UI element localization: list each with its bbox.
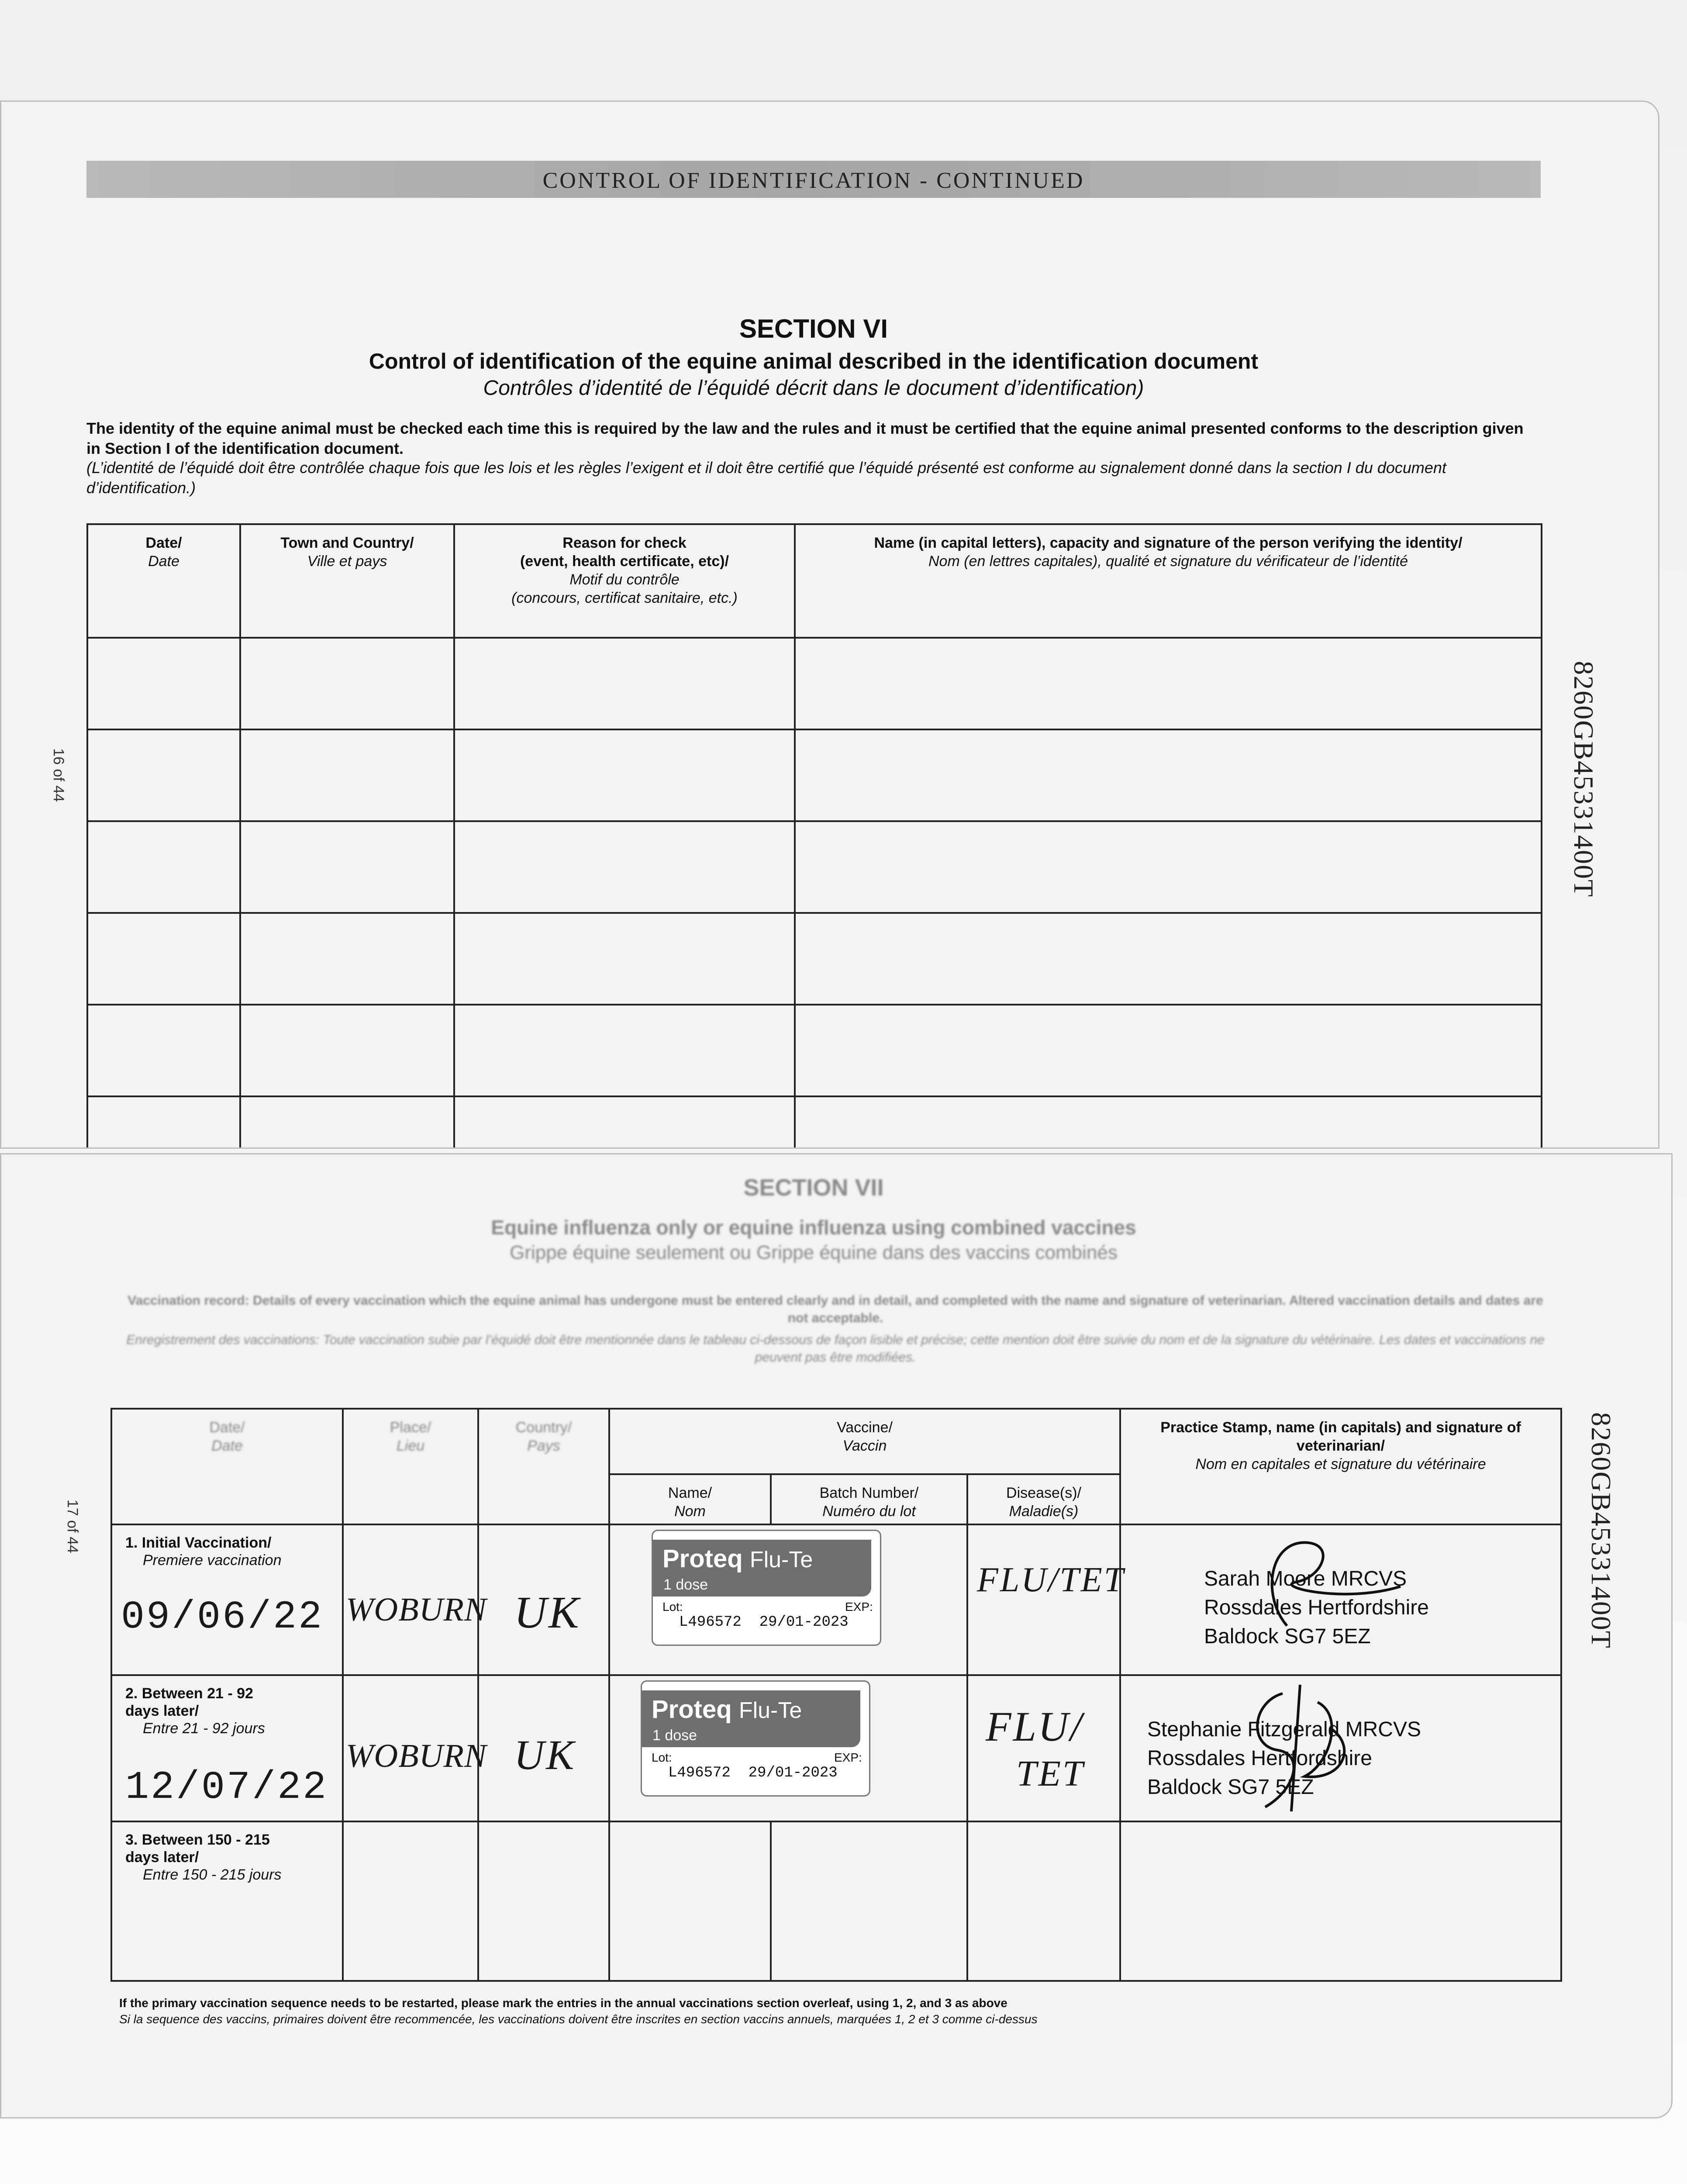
handwritten-country: UK — [514, 1587, 581, 1638]
handwritten-country: UK — [514, 1731, 576, 1778]
handwritten-date: 09/06/22 — [121, 1595, 324, 1640]
date-cell[interactable] — [111, 1524, 343, 1675]
country-cell[interactable] — [478, 1524, 609, 1675]
intro-text-en: The identity of the equine animal must be checked each time this is required by the law and the rules and it must be certified that the equine animal presented conforms to the description given in Section I of the identification document. — [86, 419, 1524, 457]
serial-number: 8260GB45331400T — [1586, 1412, 1617, 1649]
disease-cell[interactable] — [967, 1821, 1120, 1981]
column-header-practice-stamp: Practice Stamp, name (in capitals) and signature of veterinarian/ Nom en capitales et signature du vétérinaire — [1120, 1409, 1561, 1524]
lot-number: L496572 — [679, 1614, 742, 1631]
table-row — [87, 913, 1542, 1005]
table-cell[interactable] — [454, 1096, 795, 1149]
vaccine-brand: Proteq — [662, 1545, 743, 1573]
column-header-date: Date/ Date — [87, 524, 240, 638]
handwritten-place: WOBURN — [346, 1738, 487, 1774]
table-cell[interactable] — [240, 821, 454, 913]
footnote-en: If the primary vaccination sequence needs to be restarted, please mark the entries in the annual vaccinations section overleaf, using 1, 2, and 3 as above — [119, 1996, 1007, 2010]
place-cell[interactable] — [343, 1821, 478, 1981]
column-header-verifier: Name (in capital letters), capacity and signature of the person verifying the identity/ Nom (en lettres capitales), qualité et signature du vérificateur de l’identité — [795, 524, 1542, 638]
table-cell[interactable] — [87, 638, 240, 729]
table-row — [87, 1096, 1542, 1149]
table-cell[interactable] — [240, 638, 454, 729]
table-cell[interactable] — [454, 638, 795, 729]
table-cell[interactable] — [240, 1096, 454, 1149]
table-cell[interactable] — [87, 1096, 240, 1149]
country-cell[interactable] — [478, 1675, 609, 1821]
vaccine-name-cell[interactable] — [609, 1821, 771, 1981]
exp-label: EXP: — [834, 1751, 862, 1764]
table-row — [87, 821, 1542, 913]
table-cell[interactable] — [795, 913, 1542, 1005]
page-number: 17 of 44 — [64, 1500, 81, 1553]
vaccination-table — [110, 1408, 1562, 1982]
column-header-date: Date/ Date — [111, 1409, 343, 1524]
practice-address: Baldock SG7 5EZ — [1204, 1625, 1371, 1648]
row-label: 3. Between 150 - 215 days later/ — [125, 1832, 270, 1866]
vaccine-sticker — [641, 1680, 870, 1797]
table-cell[interactable] — [454, 913, 795, 1005]
table-cell[interactable] — [87, 821, 240, 913]
expiry-date: 29/01-2023 — [748, 1765, 838, 1781]
column-header-place: Place/ Lieu — [343, 1409, 478, 1524]
practice-stamp-cell[interactable] — [1120, 1524, 1561, 1675]
date-cell[interactable] — [111, 1821, 343, 1981]
intro-text-en: Vaccination record: Details of every vaccination which the equine animal has undergone must be entered clearly and in detail, and completed with the name and signature of veterinarian. Altered vaccination details and dates are not acceptable. — [128, 1293, 1543, 1325]
table-cell[interactable] — [454, 821, 795, 913]
table-cell[interactable] — [87, 729, 240, 821]
page-title-en: Equine influenza only or equine influenza using combined vaccines — [491, 1216, 1136, 1239]
lot-label: Lot: — [662, 1600, 683, 1614]
row-label-fr: Entre 21 - 92 jours — [143, 1720, 265, 1737]
table-cell[interactable] — [795, 638, 1542, 729]
vaccination-row-initial — [111, 1524, 1561, 1675]
batch-number-cell[interactable] — [771, 1821, 967, 1981]
handwritten-disease-line1: FLU/ — [986, 1703, 1084, 1750]
page-title-fr: Grippe équine seulement ou Grippe équine dans des vaccins combinés — [510, 1242, 1118, 1263]
table-cell[interactable] — [87, 1005, 240, 1096]
serial-number: 8260GB45331400T — [1568, 661, 1599, 898]
vaccine-dose: 1 dose — [663, 1576, 708, 1593]
passport-page-17 — [0, 1153, 1673, 2118]
column-header-vaccine: Vaccine/ Vaccin — [609, 1409, 1120, 1474]
table-cell[interactable] — [240, 729, 454, 821]
place-cell[interactable] — [343, 1675, 487, 1821]
column-header-reason: Reason for check (event, health certificate, etc)/ Motif du contrôle (concours, certificat sanitaire, etc.) — [454, 524, 795, 638]
section-header-bar: CONTROL OF IDENTIFICATION - CONTINUED — [86, 161, 1541, 198]
row-label-fr: Premiere vaccination — [143, 1552, 282, 1569]
vet-name: Stephanie Fitzgerald MRCVS — [1147, 1718, 1421, 1741]
table-row — [87, 729, 1542, 821]
page-number: 16 of 44 — [50, 748, 67, 802]
date-cell[interactable] — [111, 1675, 343, 1821]
table-cell[interactable] — [795, 821, 1542, 913]
vaccine-sticker — [652, 1530, 881, 1646]
expiry-date: 29/01-2023 — [759, 1614, 849, 1631]
column-header-country: Country/ Pays — [478, 1409, 609, 1524]
country-cell[interactable] — [478, 1821, 609, 1981]
row-label: 2. Between 21 - 92 days later/ — [125, 1685, 253, 1719]
vaccine-label-cell[interactable] — [609, 1524, 967, 1675]
page-title-en: Control of identification of the equine animal described in the identification document — [369, 349, 1259, 373]
handwritten-disease: FLU/TET — [977, 1561, 1125, 1599]
vaccination-row-third — [111, 1821, 1561, 1981]
vaccine-brand: Proteq — [652, 1695, 732, 1724]
table-cell[interactable] — [795, 1005, 1542, 1096]
vaccine-product: Flu-Te — [738, 1698, 802, 1723]
vet-signature — [1235, 1530, 1418, 1661]
handwritten-date: 12/07/22 — [125, 1766, 328, 1810]
vet-name: Sarah Moore MRCVS — [1204, 1567, 1407, 1590]
lot-label: Lot: — [652, 1751, 672, 1764]
column-header-town-country: Town and Country/ Ville et pays — [240, 524, 454, 638]
column-header-vaccine-name: Name/ Nom — [609, 1474, 771, 1524]
vaccine-dose: 1 dose — [652, 1727, 697, 1744]
disease-cell[interactable] — [967, 1675, 1120, 1821]
table-row — [87, 638, 1542, 729]
vaccine-product: Flu-Te — [749, 1547, 813, 1572]
practice-stamp-cell[interactable] — [1120, 1675, 1561, 1821]
table-cell[interactable] — [240, 913, 454, 1005]
table-cell[interactable] — [795, 729, 1542, 821]
table-cell[interactable] — [454, 1005, 795, 1096]
vet-signature — [1200, 1676, 1383, 1820]
exp-label: EXP: — [845, 1600, 873, 1614]
handwritten-place: WOBURN — [346, 1591, 487, 1628]
section-title: SECTION VII — [743, 1175, 884, 1201]
page-title-fr: Contrôles d’identité de l’équidé décrit dans le document d’identification) — [483, 377, 1144, 400]
passport-page-16 — [0, 100, 1659, 1149]
row-label-fr: Entre 150 - 215 jours — [143, 1866, 282, 1883]
practice-name: Rossdales Hertfordshire — [1204, 1596, 1429, 1619]
identity-check-table — [86, 523, 1542, 1149]
table-cell[interactable] — [87, 913, 240, 1005]
disease-cell[interactable] — [967, 1524, 1125, 1675]
vaccination-row-second — [111, 1675, 1561, 1821]
column-header-batch-number: Batch Number/ Numéro du lot — [771, 1474, 967, 1524]
footnote-fr: Si la sequence des vaccins, primaires doivent être recommencée, les vaccinations doivent être inscrites en section vaccins annuels, marquées 1, 2 et 3 comme ci-dessus — [119, 2012, 1038, 2026]
table-row — [87, 1005, 1542, 1096]
table-cell[interactable] — [454, 729, 795, 821]
column-header-diseases: Disease(s)/ Maladie(s) — [967, 1474, 1120, 1524]
vaccine-label-cell[interactable] — [609, 1675, 967, 1821]
intro-text-fr: Enregistrement des vaccinations: Toute vaccination subie par l’équidé doit être mentionnée dans le tableau ci-dessous de façon lisible et précise; cette mention doit être suivie du nom et de la signature du vétérinaire. Les dates et vaccinations ne peuvent pas être modifiées. — [126, 1333, 1545, 1365]
row-label: 1. Initial Vaccination/ — [125, 1534, 272, 1551]
table-cell[interactable] — [240, 1005, 454, 1096]
practice-address: Baldock SG7 5EZ — [1147, 1776, 1314, 1799]
intro-text-fr: (L’identité de l’équidé doit être contrôlée chaque fois que les lois et les règles l’exigent et il doit être certifié que l’équidé présenté est conforme au signalement donné dans la section I du document d’identification.) — [86, 459, 1446, 497]
section-title: SECTION VI — [739, 314, 888, 343]
handwritten-disease-line2: TET — [1016, 1753, 1085, 1794]
practice-name: Rossdales Hertfordshire — [1147, 1747, 1372, 1770]
lot-number: L496572 — [668, 1765, 731, 1781]
place-cell[interactable] — [343, 1524, 487, 1675]
practice-stamp-cell[interactable] — [1120, 1821, 1561, 1981]
table-cell[interactable] — [795, 1096, 1542, 1149]
